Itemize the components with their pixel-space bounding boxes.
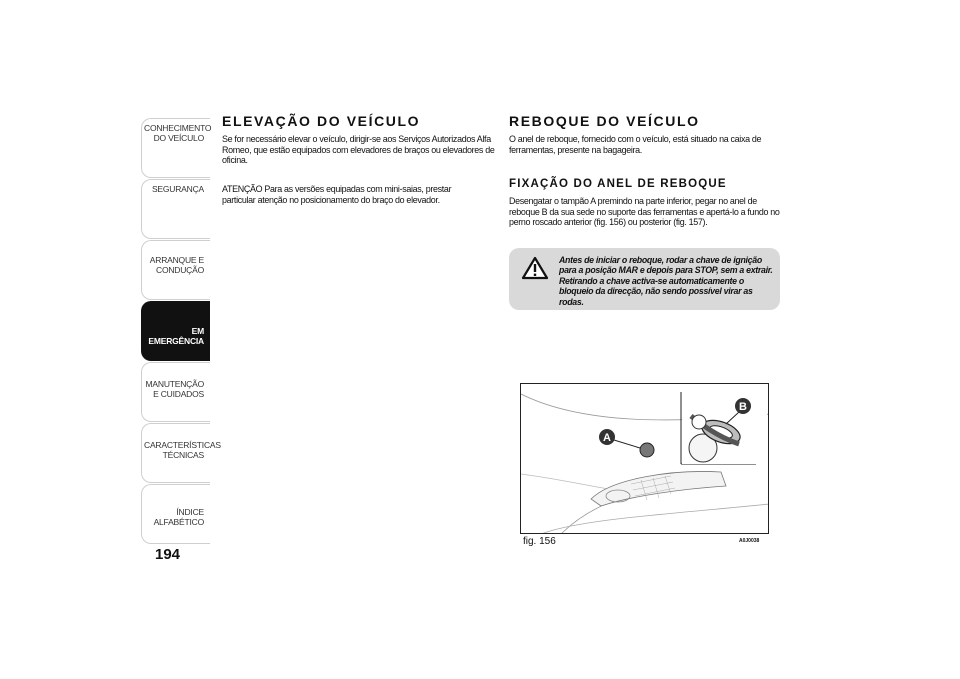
tab-label: CONHECIMENTO DO VEÍCULO xyxy=(144,123,212,143)
warning-text-content: Antes de iniciar o reboque, rodar a chave de ignição para a posição MAR e depois para STOP, sem a extrair. Retirando a chave activa-se automaticamente o bloqueio da direcção, não sendo possível virar as rodas. xyxy=(559,255,773,307)
tab-conhecimento-do-veiculo[interactable] xyxy=(141,118,210,178)
page-number: 194 xyxy=(155,546,181,563)
tab-arranque-e-conducao[interactable] xyxy=(141,240,210,300)
tab-label: ÍNDICE ALFABÉTICO xyxy=(153,507,204,527)
tab-indice-alfabetico[interactable] xyxy=(141,484,210,544)
figure-code: A0J0038 xyxy=(739,538,760,544)
tab-label: CARACTERÍSTICAS TÉCNICAS xyxy=(144,440,221,460)
tab-em-emergencia[interactable] xyxy=(141,301,210,361)
paragraph-reboque-1: O anel de reboque, fornecido com o veículo, está situado na caixa de ferramentas, presente na bagageira. xyxy=(509,134,762,156)
tab-label: EM EMERGÊNCIA xyxy=(148,326,204,346)
label-a: A xyxy=(603,432,611,444)
section-title-reboque: REBOQUE DO VEÍCULO xyxy=(509,113,700,129)
warning-box xyxy=(509,248,780,310)
tab-manutencao-e-cuidados[interactable] xyxy=(141,362,210,422)
tab-label: ARRANQUE E CONDUÇÃO xyxy=(149,255,204,275)
tow-hook-illustration xyxy=(521,384,769,534)
paragraph-elevacao-2: ATENÇÃO Para as versões equipadas com mini-saias, prestar particular atenção no posicionamento do braço do elevador. xyxy=(222,184,452,206)
subsection-title-fixacao: FIXAÇÃO DO ANEL DE REBOQUE xyxy=(509,178,727,190)
section-title-elevacao: ELEVAÇÃO DO VEÍCULO xyxy=(222,113,421,129)
paragraph-elevacao-1: Se for necessário elevar o veículo, dirigir-se aos Serviços Autorizados Alfa Romeo, que estão equipados com elevadores de braços ou elevadores de oficina. xyxy=(222,134,495,167)
tab-label: SEGURANÇA xyxy=(151,184,204,194)
tab-label: MANUTENÇÃO E CUIDADOS xyxy=(145,379,204,399)
warning-text xyxy=(509,255,774,307)
tab-caracteristicas-tecnicas[interactable] xyxy=(141,423,221,483)
tab-seguranca[interactable] xyxy=(141,179,210,239)
label-b: B xyxy=(739,401,747,413)
figure-caption: fig. 156 xyxy=(523,536,556,547)
figure-156 xyxy=(520,383,769,534)
paragraph-reboque-2: Desengatar o tampão A premindo na parte inferior, pegar no anel de reboque B da sua sede no suporte das ferramentas e apertá-lo a fundo no perno roscado anterior (fig. 156) ou posterior (fig. 157). xyxy=(509,196,780,229)
